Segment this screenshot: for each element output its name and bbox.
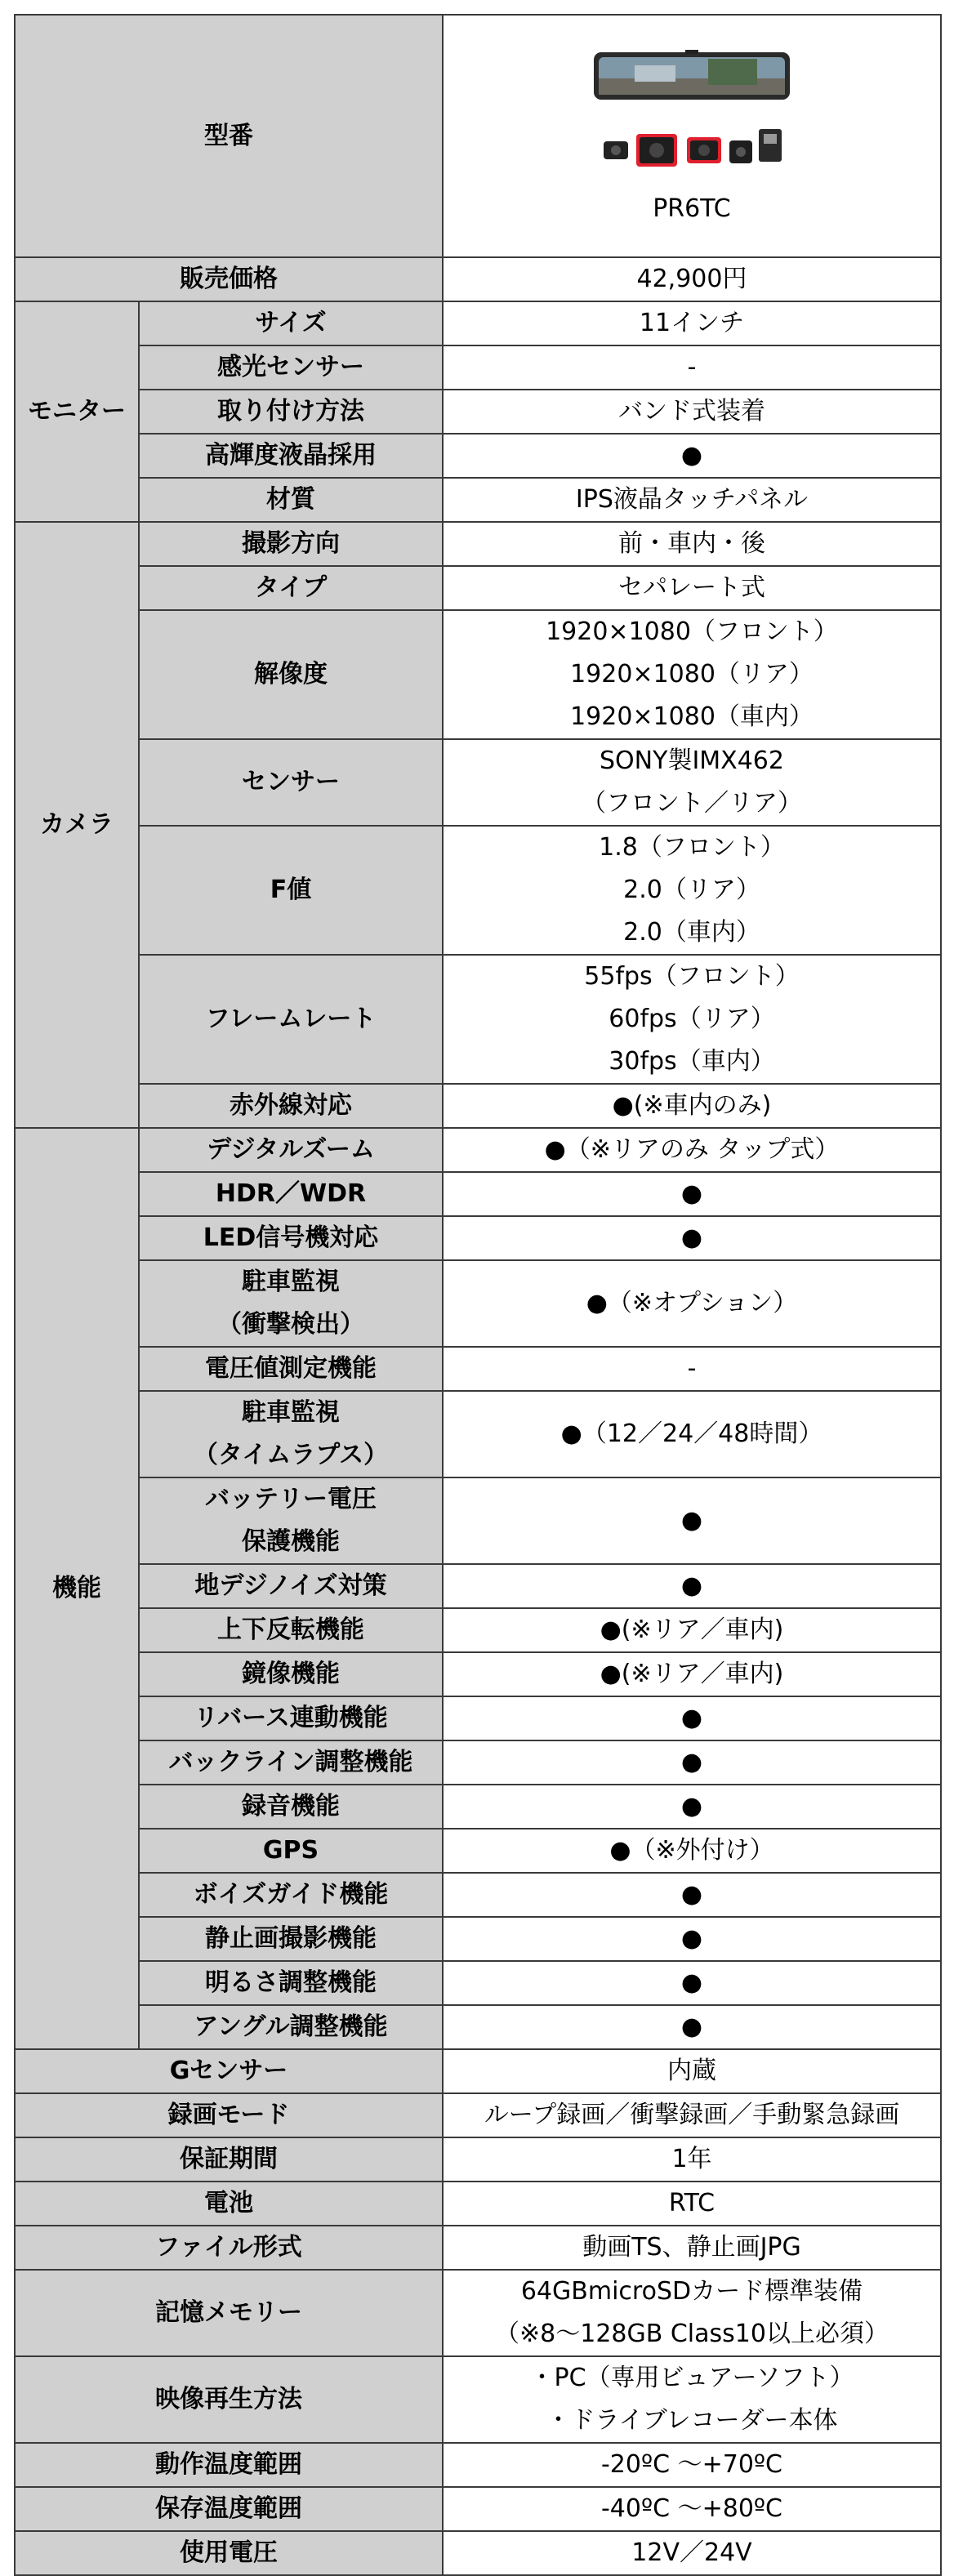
label-line: 保存温度範囲 [155, 2494, 302, 2523]
features-row [15, 1873, 941, 1917]
row-value [443, 1477, 941, 1564]
value-line: ● [680, 441, 703, 470]
value-line: 1920×1080（フロント） [546, 617, 838, 646]
row-value [443, 1084, 941, 1128]
value-line: ● [680, 1704, 703, 1732]
value-line: -40ºC ～+80ºC [600, 2494, 782, 2523]
row-label [139, 1608, 443, 1652]
row-value [443, 478, 941, 522]
row-label [139, 522, 443, 566]
other-row [15, 2137, 941, 2182]
features-row [15, 1785, 941, 1829]
model-label: 型番 [204, 121, 253, 150]
row-value [443, 2443, 941, 2487]
label-line: LED信号機対応 [203, 1223, 379, 1252]
label-line: 感光センサー [217, 353, 364, 381]
monitor-group-label [15, 301, 139, 522]
value-line: ● [680, 2012, 703, 2041]
row-value [443, 2093, 941, 2137]
price-value: 42,900円 [636, 265, 747, 293]
row-value [443, 1172, 941, 1216]
row-value [443, 826, 941, 955]
row-value [443, 2137, 941, 2182]
row-value [443, 301, 941, 345]
row-value [443, 1564, 941, 1608]
label-line: 保証期間 [180, 2145, 278, 2173]
label-line: 使用電圧 [180, 2538, 278, 2567]
features-row [15, 1172, 941, 1216]
label-line: サイズ [255, 309, 327, 337]
features-row [15, 1696, 941, 1740]
value-line: ● [680, 1223, 703, 1252]
label-line: 上下反転機能 [217, 1616, 364, 1644]
row-label [15, 15, 443, 257]
monitor-row [15, 434, 941, 478]
row-value [443, 1961, 941, 2005]
label-line: 地デジノイズ対策 [194, 1571, 387, 1600]
value-line: ●（※オプション） [586, 1289, 798, 1317]
row-label [139, 1260, 443, 1347]
row-label [139, 1084, 443, 1128]
other-row [15, 2270, 941, 2356]
value-line: ● [680, 1179, 703, 1208]
row-label [15, 257, 443, 301]
dashcam-product-image [586, 47, 798, 186]
features-row [15, 1961, 941, 2005]
value-line: ●(※リア／車内) [600, 1616, 784, 1644]
row-label [139, 1785, 443, 1829]
row-value [443, 1347, 941, 1391]
label-line: 映像再生方法 [155, 2385, 302, 2413]
value-line: ● [680, 1880, 703, 1909]
value-line: ・ドライブレコーダー本体 [546, 2406, 838, 2435]
features-row [15, 1347, 941, 1391]
value-line: 動画TS、静止画JPG [582, 2233, 801, 2262]
price-row [15, 257, 941, 301]
monitor-row [15, 345, 941, 390]
row-label [15, 2137, 443, 2182]
value-line: 60fps（リア） [609, 1005, 775, 1033]
row-label [139, 955, 443, 1084]
monitor-row [15, 390, 941, 434]
row-label [139, 1128, 443, 1172]
row-value [443, 1652, 941, 1696]
row-label [15, 2443, 443, 2487]
label-line: 駐車監視 [242, 1268, 340, 1296]
value-line: 2.0（車内） [623, 918, 760, 947]
label-line: 静止画撮影機能 [205, 1924, 377, 1953]
row-label [139, 1391, 443, 1477]
value-line: 55fps（フロント） [584, 962, 800, 991]
label-line: センサー [242, 768, 340, 796]
row-label [139, 1652, 443, 1696]
model-cell [443, 15, 941, 257]
label-line: アングル調整機能 [194, 2012, 388, 2041]
label-line: バックライン調整機能 [168, 1748, 413, 1776]
camera-row [15, 955, 941, 1084]
value-line: SONY製IMX462 [600, 747, 784, 775]
label-line: 撮影方向 [242, 529, 340, 558]
camera-row [15, 522, 941, 566]
group-label-text: モニター [28, 397, 126, 426]
value-line: -20ºC ～+70ºC [600, 2450, 782, 2479]
row-label [139, 390, 443, 434]
value-line: （フロント／リア） [582, 789, 802, 818]
features-group-label [15, 1128, 139, 2049]
row-value [443, 257, 941, 301]
row-value [443, 1260, 941, 1347]
features-row [15, 1564, 941, 1608]
label-line: バッテリー電圧 [205, 1485, 377, 1513]
value-line: ループ録画／衝撃録画／手動緊急録画 [484, 2101, 900, 2129]
label-line: （タイムラプス） [193, 1441, 389, 1469]
value-line: ・PC（専用ビュアーソフト） [529, 2364, 854, 2392]
camera-row [15, 1084, 941, 1128]
label-line: 録画モード [167, 2101, 290, 2129]
group-label-text: 機能 [52, 1574, 101, 1602]
label-line: （衝撃検出） [217, 1310, 364, 1339]
value-line: RTC [668, 2189, 716, 2217]
row-value [443, 345, 941, 390]
value-line: ●（※リアのみ タップ式） [544, 1135, 840, 1164]
row-label [139, 345, 443, 390]
other-row [15, 2049, 941, 2093]
other-row [15, 2356, 941, 2443]
label-line: タイプ [254, 573, 328, 602]
label-line: ボイズガイド機能 [193, 1880, 389, 1909]
row-value [443, 2182, 941, 2226]
row-value [443, 1829, 941, 1873]
value-line: 12V／24V [631, 2538, 752, 2567]
value-line: ● [680, 1968, 703, 1997]
spec-table [14, 14, 942, 2576]
other-row [15, 2487, 941, 2531]
price-label: 販売価格 [180, 265, 278, 293]
row-value [443, 1917, 941, 1961]
camera-group-label [15, 522, 139, 1128]
value-line: バンド式装着 [618, 397, 765, 426]
value-line: - [687, 353, 697, 381]
value-line: ● [680, 1748, 703, 1776]
value-line: - [687, 1354, 697, 1383]
features-row [15, 1260, 941, 1347]
row-label [139, 1216, 443, 1260]
row-label [139, 739, 443, 826]
row-value [443, 1128, 941, 1172]
label-line: F値 [270, 876, 312, 904]
row-label [139, 826, 443, 955]
label-line: 記憶メモリー [155, 2298, 302, 2327]
label-line: Gセンサー [169, 2057, 288, 2085]
other-row [15, 2182, 941, 2226]
features-row [15, 1608, 941, 1652]
value-line: 1年 [671, 2145, 712, 2173]
monitor-row [15, 478, 941, 522]
value-line: 11インチ [639, 309, 745, 337]
features-row [15, 1216, 941, 1260]
row-label [15, 2531, 443, 2575]
value-line: IPS液晶タッチパネル [575, 485, 809, 514]
value-line: 前・車内・後 [618, 529, 765, 558]
features-row [15, 1652, 941, 1696]
row-label [139, 1477, 443, 1564]
row-label [139, 610, 443, 739]
row-label [139, 478, 443, 522]
value-line: ●(※車内のみ) [612, 1091, 772, 1120]
row-label [15, 2049, 443, 2093]
row-value [443, 2487, 941, 2531]
label-line: デジタルズーム [207, 1135, 375, 1164]
value-line: 1920×1080（車内） [570, 702, 814, 731]
row-value [443, 2049, 941, 2093]
row-label [139, 2005, 443, 2049]
value-line: ● [680, 1571, 703, 1600]
label-line: 鏡像機能 [242, 1660, 340, 1688]
row-label [139, 1172, 443, 1216]
row-value [443, 2531, 941, 2575]
features-row [15, 1477, 941, 1564]
features-row [15, 2005, 941, 2049]
label-line: 材質 [266, 485, 315, 514]
label-line: 保護機能 [242, 1527, 340, 1556]
label-line: 取り付け方法 [217, 397, 364, 426]
row-label [139, 434, 443, 478]
row-label [15, 2182, 443, 2226]
row-label [15, 2356, 443, 2443]
other-row [15, 2093, 941, 2137]
label-line: ファイル形式 [155, 2233, 302, 2262]
monitor-row [15, 301, 941, 345]
row-value [443, 1391, 941, 1477]
row-value [443, 739, 941, 826]
row-label [15, 2226, 443, 2270]
row-label [139, 1961, 443, 2005]
value-line: ● [680, 1924, 703, 1953]
value-line: ●（12／24／48時間） [560, 1419, 823, 1448]
row-label [139, 1564, 443, 1608]
group-label-text: カメラ [40, 810, 114, 839]
row-label [139, 1829, 443, 1873]
camera-row [15, 566, 941, 610]
row-value [443, 434, 941, 478]
row-label [139, 1873, 443, 1917]
other-row [15, 2226, 941, 2270]
row-value [443, 1608, 941, 1652]
features-row [15, 1917, 941, 1961]
row-label [139, 1917, 443, 1961]
value-line: ●（※外付け） [609, 1836, 774, 1865]
row-label [139, 1740, 443, 1785]
value-line: 内蔵 [667, 2057, 716, 2085]
label-line: 解像度 [254, 660, 328, 689]
label-line: 高輝度液晶採用 [205, 441, 377, 470]
row-value [443, 1696, 941, 1740]
row-label [15, 2270, 443, 2356]
features-row [15, 1391, 941, 1477]
value-line: セパレート式 [618, 573, 765, 602]
label-line: リバース連動機能 [194, 1704, 388, 1732]
value-line: ● [680, 1792, 703, 1821]
label-line: GPS [262, 1836, 319, 1865]
row-label [139, 301, 443, 345]
row-label [139, 1696, 443, 1740]
row-value [443, 522, 941, 566]
row-value [443, 2005, 941, 2049]
row-value [443, 1216, 941, 1260]
other-row [15, 2443, 941, 2487]
label-line: フレームレート [205, 1005, 377, 1033]
label-line: 赤外線対応 [230, 1091, 352, 1120]
row-value [443, 2226, 941, 2270]
camera-row [15, 610, 941, 739]
features-row [15, 1740, 941, 1785]
label-line: 動作温度範囲 [155, 2450, 302, 2479]
value-line: ● [680, 1506, 703, 1535]
row-value [443, 390, 941, 434]
value-line: ●(※リア／車内) [600, 1660, 784, 1688]
features-row [15, 1128, 941, 1172]
label-line: 駐車監視 [242, 1398, 340, 1427]
label-line: 明るさ調整機能 [205, 1968, 377, 1997]
model-name: PR6TC [653, 194, 731, 223]
row-value [443, 1785, 941, 1829]
value-line: 1.8（フロント） [599, 833, 785, 862]
row-label [15, 2093, 443, 2137]
value-line: 64GBmicroSDカード標準装備 [520, 2277, 863, 2306]
row-value [443, 2270, 941, 2356]
label-line: 電池 [204, 2189, 253, 2217]
row-value [443, 566, 941, 610]
label-line: 録音機能 [242, 1792, 340, 1821]
row-value [443, 955, 941, 1084]
model-row [15, 15, 941, 257]
camera-row [15, 739, 941, 826]
label-line: 電圧値測定機能 [205, 1354, 377, 1383]
value-line: 2.0（リア） [623, 876, 760, 904]
value-line: （※8～128GB Class10以上必須） [495, 2320, 889, 2348]
features-row [15, 1829, 941, 1873]
row-value [443, 2356, 941, 2443]
row-label [139, 1347, 443, 1391]
row-value [443, 610, 941, 739]
value-line: 30fps（車内） [609, 1047, 775, 1076]
row-value [443, 1873, 941, 1917]
row-label [15, 2487, 443, 2531]
row-label [139, 566, 443, 610]
label-line: HDR／WDR [215, 1179, 367, 1208]
other-row [15, 2531, 941, 2575]
camera-row [15, 826, 941, 955]
value-line: 1920×1080（リア） [570, 660, 814, 689]
row-value [443, 1740, 941, 1785]
